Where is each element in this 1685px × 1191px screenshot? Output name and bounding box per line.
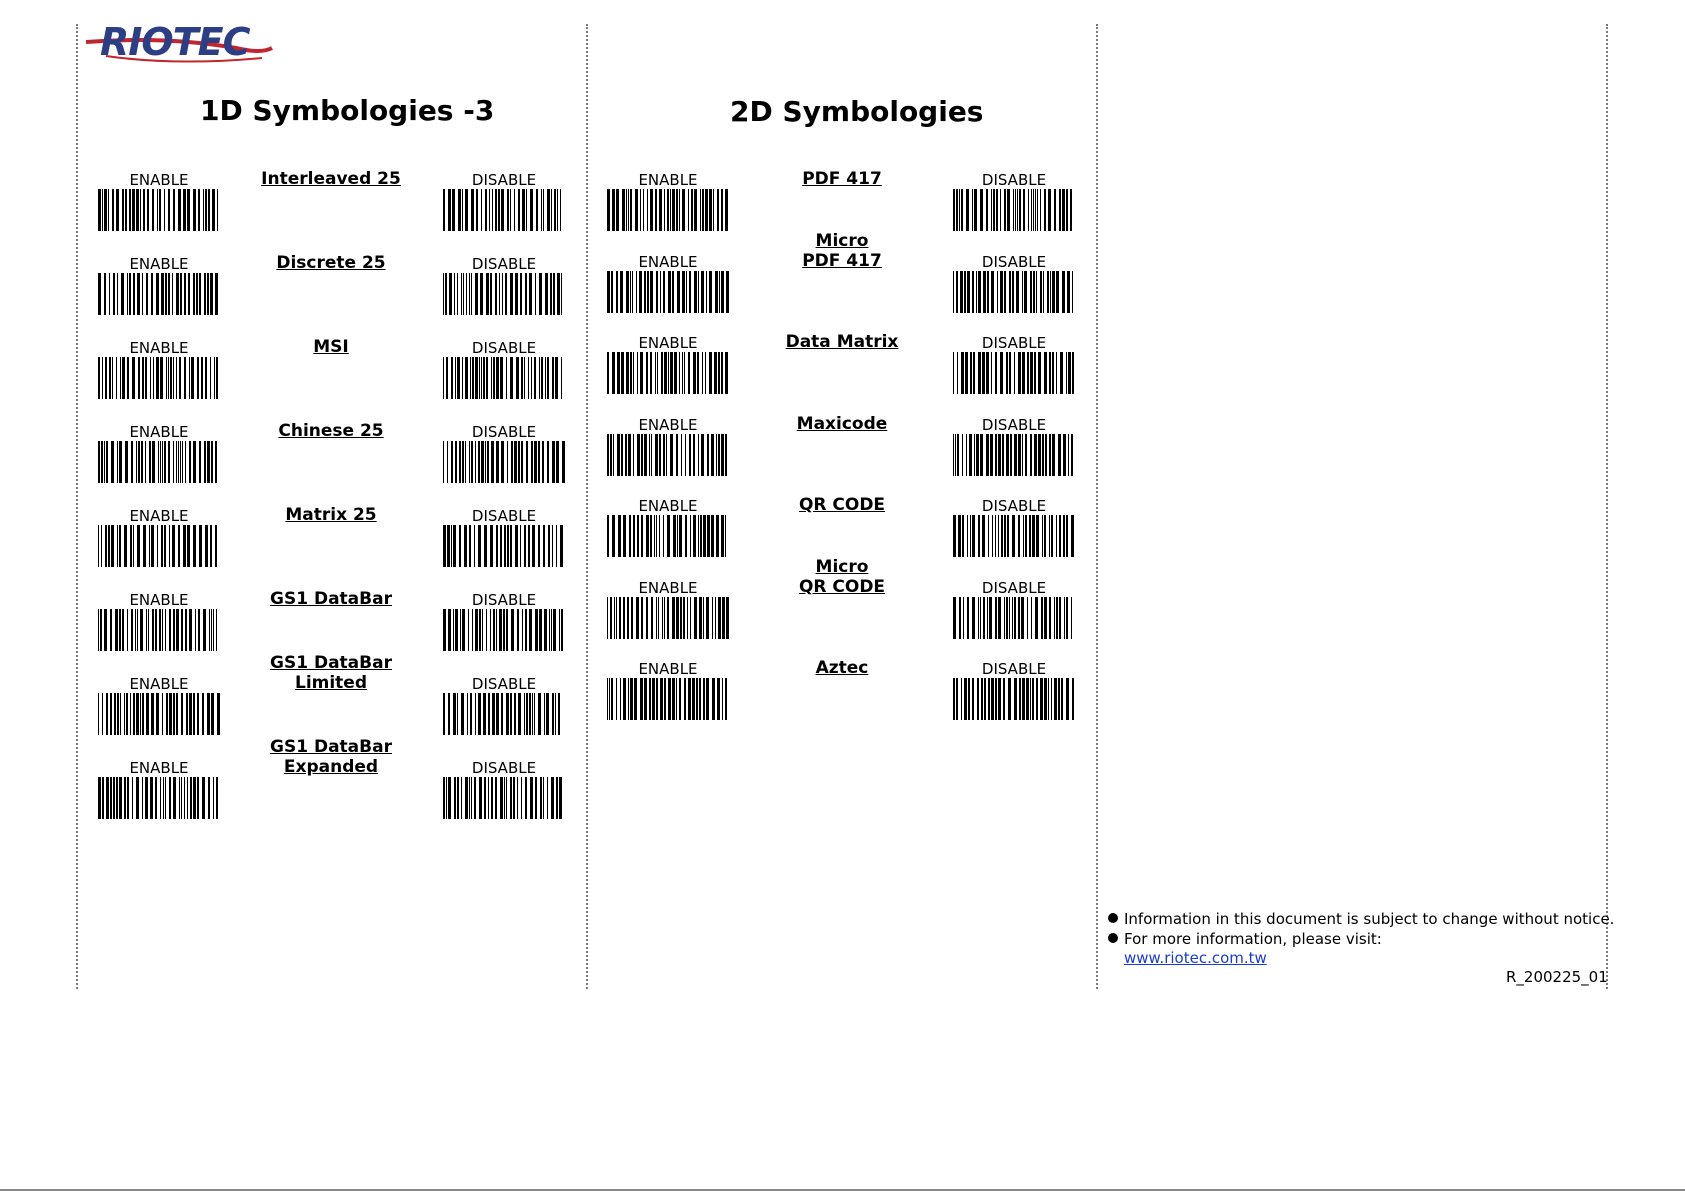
left-row-symbology-name-line: Chinese 25 — [278, 421, 384, 441]
left-row-symbology-name — [246, 653, 416, 693]
mid-row-disable-label: DISABLE — [981, 578, 1047, 597]
mid-row-disable-label: DISABLE — [981, 171, 1047, 189]
mid-row-symbology-name-line: QR CODE — [798, 495, 886, 515]
column-divider — [586, 24, 588, 989]
mid-row-symbology-name-line: Micro — [815, 556, 869, 577]
mid-row-enable-label: ENABLE — [638, 334, 698, 352]
left-row-symbology-name-line: Discrete 25 — [276, 253, 386, 273]
left-row-enable-label: ENABLE — [129, 171, 189, 189]
left-row-disable-label: DISABLE — [471, 339, 537, 357]
logo-text: RIOTEC — [100, 20, 250, 64]
left-row-enable-barcode[interactable] — [96, 693, 222, 735]
website-link[interactable]: www.riotec.com.tw — [1124, 949, 1267, 967]
left-row-disable-barcode[interactable] — [441, 777, 567, 819]
left-section-title: 1D Symbologies -3 — [200, 94, 495, 127]
left-row-symbology-name-line: GS1 DataBar — [270, 653, 392, 673]
mid-row-enable-label: ENABLE — [638, 415, 698, 434]
bullet-icon — [1108, 913, 1118, 923]
left-row-symbology-name-line: GS1 DataBar — [270, 589, 392, 609]
mid-row-disable-barcode[interactable] — [951, 352, 1077, 394]
mid-row-enable-barcode[interactable] — [605, 434, 731, 476]
left-row-enable-barcode[interactable] — [96, 273, 222, 315]
left-row-enable-label: ENABLE — [129, 675, 189, 693]
mid-row-symbology-name — [757, 332, 927, 352]
mid-row-enable-label: ENABLE — [638, 252, 698, 271]
mid-row-symbology-name — [757, 169, 927, 189]
left-row-disable-barcode[interactable] — [441, 525, 567, 567]
mid-row-symbology-name — [757, 557, 927, 597]
left-row-enable-label: ENABLE — [129, 255, 189, 273]
mid-row-enable-label: ENABLE — [638, 171, 698, 189]
left-row-disable-barcode[interactable] — [441, 609, 567, 651]
mid-row-disable-barcode[interactable] — [951, 271, 1077, 313]
mid-row-disable-label: DISABLE — [981, 334, 1047, 352]
left-row-enable-barcode[interactable] — [96, 189, 222, 231]
mid-row-symbology-name — [757, 231, 927, 271]
left-row-disable-label: DISABLE — [471, 171, 537, 189]
left-row-symbology-name-line: Expanded — [283, 757, 379, 777]
mid-row-symbology-name-line: QR CODE — [798, 576, 886, 597]
column-divider — [1606, 24, 1608, 989]
mid-row-disable-label: DISABLE — [981, 415, 1047, 434]
left-row-symbology-name — [246, 589, 416, 609]
mid-row-symbology-name — [757, 495, 927, 515]
mid-row-disable-barcode[interactable] — [951, 678, 1077, 720]
mid-row-symbology-name-line: PDF 417 — [802, 169, 882, 189]
column-divider — [1096, 24, 1098, 989]
footer-note-text-2: For more information, please visit: — [1124, 930, 1382, 948]
mid-row-enable-barcode[interactable] — [605, 189, 731, 231]
mid-row-enable-barcode[interactable] — [605, 271, 731, 313]
left-row-disable-label: DISABLE — [471, 591, 537, 609]
left-row-enable-barcode[interactable] — [96, 357, 222, 399]
left-row-symbology-name — [246, 505, 416, 525]
left-row-disable-label: DISABLE — [471, 675, 537, 693]
mid-row-symbology-name-line: Maxicode — [796, 413, 888, 434]
left-row-disable-barcode[interactable] — [441, 357, 567, 399]
bullet-icon — [1108, 933, 1118, 943]
left-row-symbology-name — [246, 737, 416, 777]
left-row-enable-barcode[interactable] — [96, 525, 222, 567]
footer-note-2 — [1108, 930, 1382, 948]
mid-row-enable-barcode[interactable] — [605, 678, 731, 720]
left-row-symbology-name-line: GS1 DataBar — [270, 737, 392, 757]
mid-row-symbology-name — [757, 658, 927, 678]
left-row-symbology-name — [246, 337, 416, 357]
left-row-symbology-name — [246, 421, 416, 441]
mid-row-symbology-name-line: Aztec — [815, 658, 869, 678]
left-row-disable-barcode[interactable] — [441, 273, 567, 315]
footer-note-1 — [1108, 910, 1614, 928]
left-row-enable-barcode[interactable] — [96, 609, 222, 651]
mid-row-enable-barcode[interactable] — [605, 352, 731, 394]
left-row-enable-barcode[interactable] — [96, 777, 222, 819]
riotec-logo — [86, 22, 276, 66]
mid-row-disable-barcode[interactable] — [951, 597, 1077, 639]
left-row-enable-label: ENABLE — [129, 339, 189, 357]
mid-row-disable-label: DISABLE — [981, 660, 1047, 678]
left-row-enable-label: ENABLE — [129, 423, 189, 441]
left-row-disable-label: DISABLE — [471, 423, 537, 441]
mid-row-disable-label: DISABLE — [981, 252, 1047, 271]
mid-row-symbology-name-line: PDF 417 — [802, 250, 882, 271]
left-row-symbology-name — [246, 169, 416, 189]
revision-code: R_200225_01 — [1506, 968, 1608, 986]
left-row-enable-label: ENABLE — [129, 507, 189, 525]
footer-link-wrap — [1124, 949, 1267, 967]
left-row-symbology-name-line: Limited — [294, 673, 368, 693]
mid-row-enable-label: ENABLE — [638, 660, 698, 678]
mid-row-disable-barcode[interactable] — [951, 434, 1077, 476]
mid-row-disable-label: DISABLE — [981, 497, 1047, 515]
mid-row-enable-barcode[interactable] — [605, 597, 731, 639]
left-row-disable-barcode[interactable] — [441, 693, 567, 735]
left-row-enable-label: ENABLE — [129, 591, 189, 609]
mid-row-enable-barcode[interactable] — [605, 515, 731, 557]
mid-row-disable-barcode[interactable] — [951, 189, 1077, 231]
left-row-symbology-name-line: Interleaved 25 — [261, 169, 401, 189]
left-row-disable-label: DISABLE — [471, 255, 537, 273]
left-row-disable-barcode[interactable] — [441, 189, 567, 231]
mid-row-enable-label: ENABLE — [638, 497, 698, 515]
left-row-symbology-name — [246, 253, 416, 273]
left-row-enable-label: ENABLE — [129, 759, 189, 777]
mid-section-title: 2D Symbologies — [730, 95, 984, 128]
left-row-disable-label: DISABLE — [471, 759, 537, 777]
column-divider — [76, 24, 78, 989]
left-row-disable-barcode[interactable] — [441, 441, 567, 483]
footer-note-text-1: Information in this document is subject to change without notice. — [1124, 910, 1615, 928]
mid-row-symbology-name-line: Micro — [815, 230, 869, 251]
mid-row-symbology-name — [757, 414, 927, 434]
left-row-enable-barcode[interactable] — [96, 441, 222, 483]
left-row-symbology-name-line: MSI — [313, 337, 349, 357]
left-row-disable-label: DISABLE — [471, 507, 537, 525]
left-row-symbology-name-line: Matrix 25 — [285, 505, 377, 525]
mid-row-disable-barcode[interactable] — [951, 515, 1077, 557]
mid-row-enable-label: ENABLE — [638, 578, 698, 597]
mid-row-symbology-name-line: Data Matrix — [785, 332, 899, 352]
